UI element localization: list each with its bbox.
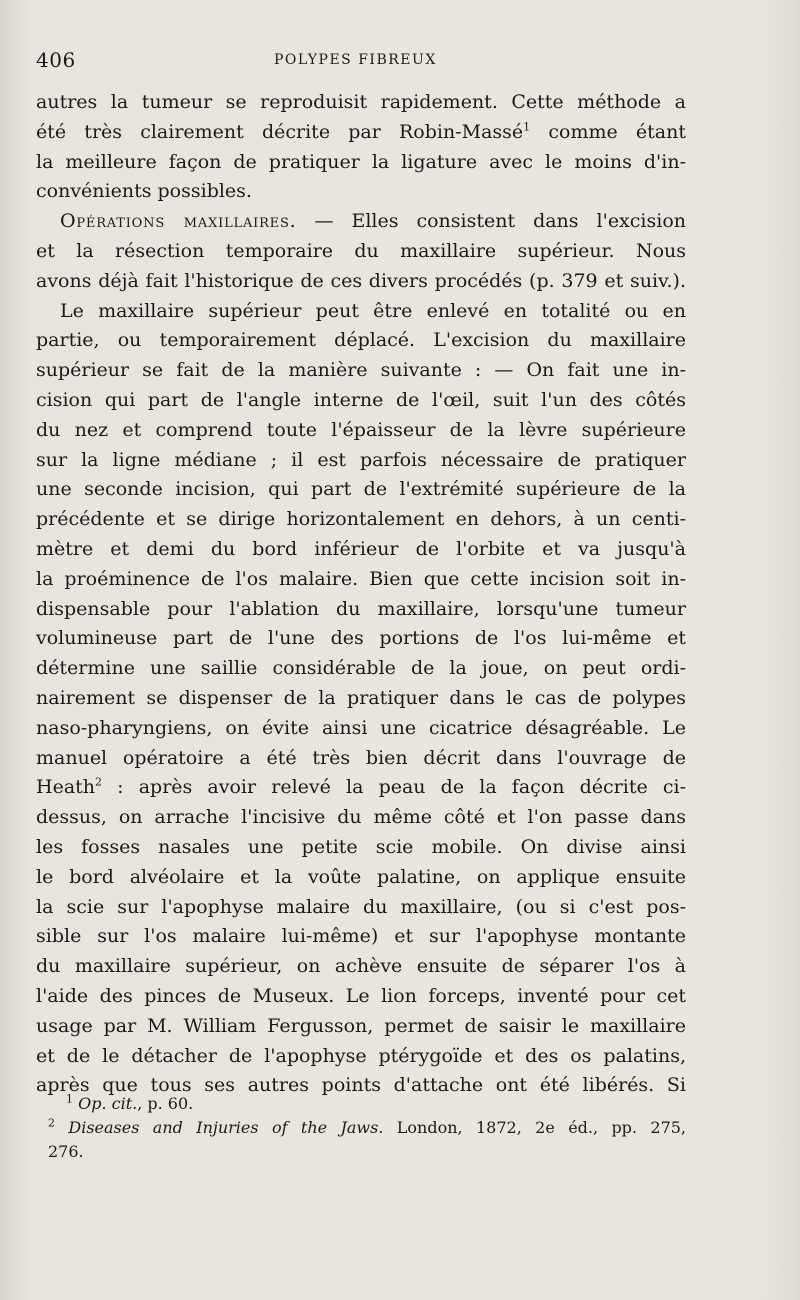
text-line: avons déjà fait l'historique de ces divers procédés (p. 379 et suiv.). xyxy=(36,269,686,292)
footnote-text: , p. 60. xyxy=(137,1094,194,1113)
text-line: après que tous ses autres points d'attache ont été libérés. Si xyxy=(36,1074,686,1097)
text-line xyxy=(36,207,686,237)
text-line: précédente et se dirige horizontalement en dehors, à un centi- xyxy=(36,508,686,531)
text-line: et la résection temporaire du maxillaire supérieur. Nous xyxy=(36,239,686,262)
text-line: la meilleure façon de pratiquer la ligature avec le moins d'in- xyxy=(36,150,686,173)
text-line: sur la ligne médiane ; il est parfois nécessaire de pratiquer xyxy=(36,448,686,471)
text-line: naso-pharyngiens, on évite ainsi une cicatrice désagréable. Le xyxy=(36,716,686,739)
text-line: convénients possibles. xyxy=(36,180,252,203)
text-line: détermine une saillie considérable de la joue, on peut ordi- xyxy=(36,657,686,680)
text-line: nairement se dispenser de la pratiquer dans le cas de polypes xyxy=(36,686,686,709)
text-fragment: : après avoir relevé la peau de la façon décrite ci- xyxy=(117,776,686,799)
text-line: une seconde incision, qui part de l'extrémité supérieure de la xyxy=(36,478,686,501)
text-line: et de le détacher de l'apophyse ptérygoïde et des os palatins, xyxy=(36,1044,686,1067)
text-line: usage par M. William Fergusson, permet de saisir le maxillaire xyxy=(36,1014,686,1037)
footnote-title: Diseases and Injuries of the Jaws. xyxy=(68,1118,384,1137)
text-line: dispensable pour l'ablation du maxillaire, lorsqu'une tumeur xyxy=(36,597,686,620)
text-line: la scie sur l'apophyse malaire du maxillaire, (ou si c'est pos- xyxy=(36,895,686,918)
text-line: autres la tumeur se reproduisit rapidement. Cette méthode a xyxy=(36,91,686,113)
page-number: 406 xyxy=(36,48,76,72)
footnote-2-continuation: 276. xyxy=(48,1142,84,1161)
text-line: du nez et comprend toute l'épaisseur de la lèvre supérieure xyxy=(36,418,686,441)
text-line: cision qui part de l'angle interne de l'œil, suit l'un des côtés xyxy=(36,388,686,411)
text-line: la proéminence de l'os malaire. Bien que cette incision soit in- xyxy=(36,567,686,590)
text-line: l'aide des pinces de Museux. Le lion forceps, inventé pour cet xyxy=(36,984,686,1007)
text-line: mètre et demi du bord inférieur de l'orbite et va jusqu'à xyxy=(36,537,686,560)
footnote-2 xyxy=(36,1116,686,1140)
text-line: Le maxillaire supérieur peut être enlevé en totalité ou en xyxy=(60,299,686,322)
body-text xyxy=(36,88,686,1101)
footnote-ref: 1 xyxy=(523,120,531,134)
text-line: sible sur l'os malaire lui-même) et sur l'apophyse montante xyxy=(36,925,686,948)
footnotes xyxy=(36,1092,686,1164)
footnote-mark: 2 xyxy=(48,1116,55,1130)
footnote-1 xyxy=(36,1092,686,1116)
text-line: dessus, on arrache l'incisive du même côté et l'on passe dans xyxy=(36,806,686,829)
text-line: manuel opératoire a été très bien décrit dans l'ouvrage de xyxy=(36,746,686,769)
running-head: POLYPES FIBREUX xyxy=(274,52,437,68)
footnote-title: Op. cit. xyxy=(78,1094,138,1113)
text-line xyxy=(36,773,686,803)
text-line xyxy=(36,118,686,148)
text-line: partie, ou temporairement déplacé. L'excision du maxillaire xyxy=(36,329,686,352)
text-line: supérieur se fait de la manière suivante : — On fait une in- xyxy=(36,359,686,382)
text-line: le bord alvéolaire et la voûte palatine, on applique ensuite xyxy=(36,865,686,888)
footnote-mark: 1 xyxy=(66,1092,73,1106)
text-line: du maxillaire supérieur, on achève ensuite de séparer l'os à xyxy=(36,955,686,978)
text-line: volumineuse part de l'une des portions de l'os lui-même et xyxy=(36,627,686,650)
page-header xyxy=(36,48,676,74)
footnote-ref: 2 xyxy=(95,776,103,789)
footnote-text: London, 1872, 2e éd., pp. 275, xyxy=(383,1118,686,1137)
text-line: les fosses nasales une petite scie mobile. On divise ainsi xyxy=(36,835,686,858)
text-fragment: — Elles consistent dans l'excision xyxy=(314,210,686,233)
text-fragment: été très clairement décrite par Robin-Massé xyxy=(36,120,524,143)
text-fragment: Heath xyxy=(36,776,96,799)
section-heading: Opérations maxillaires. xyxy=(60,210,297,233)
text-fragment: comme étant xyxy=(548,120,686,143)
